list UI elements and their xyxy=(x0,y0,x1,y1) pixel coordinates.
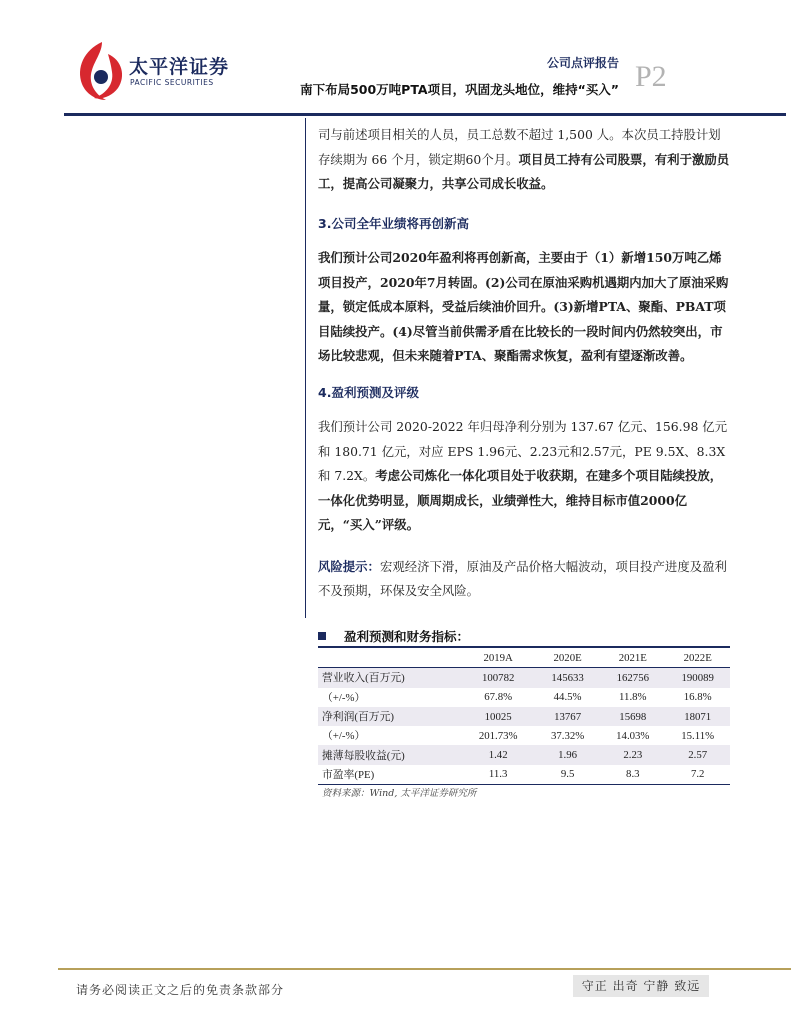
table-cell: 15.11% xyxy=(681,729,715,742)
footer-rule xyxy=(58,968,791,970)
table-cell: 18071 xyxy=(665,707,730,726)
footer-motto: 守正 出奇 宁静 致远 xyxy=(573,975,709,997)
paragraph-bold-text: 考虑公司炼化一体化项目处于收获期，在建多个项目陆续投放，一体化优势明显，顺周期成长，业绩弹性大，维持目标市值2000亿元，“买入”评级。 xyxy=(318,468,723,532)
table-header-cell: 2022E xyxy=(665,647,730,668)
table-row xyxy=(318,707,730,726)
table-cell: 15698 xyxy=(600,707,665,726)
risk-text: 宏观经济下滑，原油及产品价格大幅波动，项目投产进度及盈利不及预期，环保及安全风险。 xyxy=(318,558,727,598)
table-cell: 7.2 xyxy=(690,768,705,781)
paragraph-text: 司与前述项目相关的人员，员工总数不超过 1,500 人。本次员工持股计划存续期为 66 个月，锁定期60个月。 xyxy=(318,127,721,167)
square-bullet-icon xyxy=(318,632,326,640)
paragraph-forecast xyxy=(318,415,730,538)
table-row-label: 摊薄每股收益(元) xyxy=(318,745,461,764)
paragraph-employee-plan xyxy=(318,123,730,197)
table-cell: 2.57 xyxy=(665,745,730,764)
table-cell: 14.03% xyxy=(616,729,650,742)
table-cell: 13767 xyxy=(535,707,600,726)
table-title-text: 盈利预测和财务指标： xyxy=(344,629,470,644)
table-cell: 16.8% xyxy=(683,691,712,704)
document-title: 南下布局500万吨PTA项目，巩固龙头地位，维持“买入” xyxy=(300,82,619,97)
table-row-label: 净利润(百万元) xyxy=(318,707,461,726)
table-cell: 11.3 xyxy=(488,768,508,781)
risk-warning xyxy=(318,555,730,604)
main-content xyxy=(318,123,730,604)
table-row xyxy=(318,745,730,764)
table-title xyxy=(318,627,469,645)
financial-table xyxy=(318,646,730,785)
table-row xyxy=(318,668,730,688)
table-header-cell: 2020E xyxy=(535,647,600,668)
table-row xyxy=(318,726,730,745)
table-cell: 201.73% xyxy=(478,729,518,742)
table-cell: 10025 xyxy=(461,707,535,726)
table-cell: 1.42 xyxy=(461,745,535,764)
table-header-row xyxy=(318,647,730,668)
risk-label: 风险提示： xyxy=(318,558,380,574)
table-header-cell: 2019A xyxy=(461,647,535,668)
table-cell: 37.32% xyxy=(550,729,585,742)
table-cell: 44.5% xyxy=(553,691,582,704)
table-header-cell xyxy=(318,647,461,668)
table-cell: 11.8% xyxy=(619,691,647,704)
header-rule xyxy=(64,113,786,116)
footer-disclaimer: 请务必阅读正文之后的免责条款部分 xyxy=(76,983,285,997)
table-cell: 100782 xyxy=(461,668,535,688)
brand-name-en: PACIFIC SECURITIES xyxy=(130,78,214,87)
paragraph-text: 我们预计公司 2020-2022 年归母净利分别为 137.67 亿元、156.98 亿元和 180.71 亿元，对应 EPS 1.96元、2.23元和2.57元，PE 9.5X、8.3X 和 7.2X。 xyxy=(318,419,728,483)
section-heading-4: 4.盈利预测及评级 xyxy=(318,384,419,400)
table-cell: 1.96 xyxy=(535,745,600,764)
paragraph-annual-results: 我们预计公司2020年盈利将再创新高，主要由于（1）新增150万吨乙烯项目投产，2020年7月转固。(2)公司在原油采购机遇期内加大了原油采购量，锁定低成本原料，受益后续油价回升。(3)新增PTA、聚酯、PBAT项目陆续投产。(4)尽管当前供需矛盾在比较长的一段时间内仍然较突出，市场比较悲观，但未来随着PTA、聚酯需求恢复，盈利有望逐渐改善。 xyxy=(318,250,729,363)
table-row xyxy=(318,688,730,707)
table-header-cell: 2021E xyxy=(600,647,665,668)
table-cell: 190089 xyxy=(665,668,730,688)
table-row-label: 市盈率(PE) xyxy=(322,768,375,781)
table-cell: 8.3 xyxy=(626,768,640,781)
table-cell: 145633 xyxy=(535,668,600,688)
pacific-securities-logo xyxy=(72,40,128,104)
page-number: P2 xyxy=(635,60,667,93)
table-row xyxy=(318,765,730,785)
table-cell: 9.5 xyxy=(560,768,575,781)
table-row-label: （+/-%） xyxy=(322,691,366,704)
table-source-note: 资料来源：Wind, 太平洋证券研究所 xyxy=(322,788,477,799)
table-cell: 2.23 xyxy=(600,745,665,764)
column-divider xyxy=(305,118,306,618)
report-type: 公司点评报告 xyxy=(546,56,619,70)
table-cell: 162756 xyxy=(600,668,665,688)
paragraph-bold-text: 项目员工持有公司股票，有利于激励员工，提高公司凝聚力，共享公司成长收益。 xyxy=(318,151,730,191)
brand-name-cn: 太平洋证券 xyxy=(129,56,230,78)
table-row-label: 营业收入(百万元) xyxy=(318,668,461,688)
table-row-label: （+/-%） xyxy=(322,730,366,743)
section-heading-3: 3.公司全年业绩将再创新高 xyxy=(318,215,469,231)
table-cell: 67.8% xyxy=(484,691,513,704)
